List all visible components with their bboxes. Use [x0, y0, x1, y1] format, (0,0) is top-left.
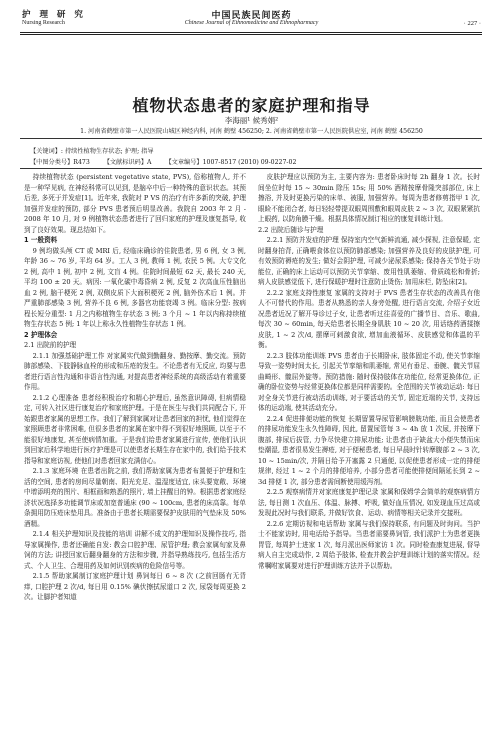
body-paragraph: 2.1.4 相关护理知识及技能的培训 讲解不成文的护理知识及操作技巧, 指导家属操作, 患者还确能自发: 教会口腔护理、尿管护理; 教会家属旬家及鼻饲的方法; 讲授回家后翻身翻身的方法和步骤, 并指导熟练技巧, 包括生活方式、个人卫生、合理用药及如何识别疾病的危险信号等。 [24, 530, 246, 570]
header-rule [20, 32, 482, 33]
clc-number: 【中图分类号】R473 [30, 159, 90, 166]
body-paragraph: 2.2.1 预防并发症的护理 保持室内空气新鲜流通, 减少探视, 注意保暖, 定时翻身拍背, 正确喂食体位以预防肺部感染; 加强营养及良好的皮肤护理, 可有效预防褥疮的发生; 做好会阴护理, 可减少泌尿系感染; 保持各关节处于功能位, 正确的床上运动可以预防关节挛缩、废用性肌萎缩、骨质疏松和骨折; 病人皮肤感觉低下, 进行保暖护理时注意防止烫伤; 加用床栏, 防坠床[2]。 [258, 236, 480, 286]
document-code: 【文献标识码】A [103, 159, 152, 166]
body-paragraph: 9 例均做头颅 CT 或 MRI 后, 经临床确诊的住院患者, 男 6 例, 女 3 例, 年龄 36 ~ 76 岁, 平均 64 岁。工人 3 例, 教师 1 例, 农民 5 例。大专文化 2 例, 高中 1 例, 初中 2 例, 文盲 4 例。住院时间最短 62 天, 最长 240 天, 平均 100 ± 20 天。病因: 一氧化碳中毒昏病 2 例, 反复 2 次高血压性脑出血 2 例, 脑干梗死 2 例, 双侧皮质下大面积梗死 2 例, 脑外伤术后 1 例。并严重肺部感染 3 例, 营养不良 6 例, 多器官功能衰竭 3 例。临床分型: 按病程长短分重型: 1 月之内称植物生存状态 3 例; 3 个月 ~ 1 年以内称持续植物生存状态 5 例; 1 年以上称永久性植物生存状态 1 例。 [24, 246, 246, 328]
article-affiliation: 1. 河南省鹤壁市第一人民医院山城区神经内科, 河南 鹤壁 456250; 2. 河南省鹤壁市第一人民医院供应室, 河南 鹤壁 456250 [80, 128, 423, 135]
section-heading: 2 护理体会 [24, 330, 58, 339]
journal-name: 中国民族民间医药 [211, 11, 292, 21]
body-column-right [258, 172, 480, 571]
journal-name-en: Chinese Journal of Ethnomedicine and Ethnopharmacy [184, 20, 319, 26]
body-paragraph: 2.1.1 加强基础护理工作 对家属实代做到勤翻身、勤按摩、勤交流。预防肺部感染、下肢静脉血栓的形成和压疮的发生。不论患者有无反应, 均要与患者进行语言性沟通和非语言性沟通, 对提高患者神经系统的高级活动有着重要作用。 [24, 351, 246, 391]
section-heading: 2.1 出院前的护理 [24, 341, 77, 349]
running-header [0, 8, 503, 32]
meta-rule-top [20, 138, 482, 139]
article-title: 植物状态患者的家庭护理和指导 [132, 96, 371, 115]
body-paragraph: 2.1.5 帮助家属制订家庭护理计划 鼻饲每日 6 ~ 8 次 (之前回肠有无背痒, 口腔护理 2 次/d, 每日用 0.15% 碘伏擦拭尿道口 2 次, 尿袋每周更换 2 次。让脚护者知道 [24, 572, 246, 601]
article-authors: 李海丽¹ 候秀娟² [224, 116, 279, 125]
section-heading: 2.2 出院后随诊与护理 [258, 225, 324, 234]
meta-rule-bottom [20, 168, 482, 169]
body-paragraph: 2.1.3 家庭环境 在患者出院之前, 我们帮助家属为患者布置便于护理和生活的空间, 患者的房间尽量朝南、阳光充足、温湿度适宜, 床头要宽敞、环境中增添明亮的图片、相框画和熟悉的照片, 墙上挂醒目的钟。根据患者家庭经济状况选择多功能调节床或加宽普通床 (90 ~ 100cm, 患者的床高靠。每单条拥用防压疮床垫用具。准备由于患者长期需要保护皮肤用的气垫床及 50% 酒精。 [24, 467, 246, 528]
header-rule-thin [20, 34, 482, 35]
section-heading: 1 一般资料 [24, 236, 58, 244]
body-paragraph: 2.1.2 心理准备 患者经积极治疗和精心护理后, 虽然意识障碍, 但病情稳定, 可转入社区进行康复治疗和家庭护理。于是在医生与我们共同配合下, 开始跟患者家属的思想工作。我们了解到家属对让患者回家的担忧, 他们觉得在家照顾患者非常困难, 但很多患者的家属在家中得不到很好地照顾, 以至于不能很好地康复, 甚至使病情加重。于是我们给患者家属进行宣传, 使他们认识到回家后科学地进行医疗护理是可以使患者长期生存在家中的, 我们给予技术指导和家庭访视, 使他们对患者回家充满信心。 [24, 393, 246, 465]
body-paragraph: 2.2.2 家庭支持性康复 家属的支持对于 PVS 患者生存状态的改善具有他人不可替代的作用。患者从熟悉的亲人身旁处醒, 进行语言交流, 介绍子女近况患者近况了解开导诊过子女, 让患者听过往喜爱的广播节目、音乐、歌曲, 每次 30 ~ 60min, 每天给患者长期全身肌肤 10 ~ 20 次, 用话络药酒揉擦皮肤, 1 ~ 2 次/d, 摆摩可刺激食欲, 增加血液循环、皮肤感觉和体温的平衡。 [258, 288, 480, 349]
body-paragraph: 2.2.5 观察病情并对家庭康复护理记录 家属和保姆学会简单的观察病情方法, 每日测 1 次血压、体温、脉搏、呼吸, 做好血压情况, 如发现血压过高或发现此况时与我们联系, 并做好饮食、运动、病情等相关记录并交接班。 [258, 488, 480, 517]
page-number: · 227 · [463, 20, 481, 27]
article-number: 【文章编号】1007-8517 (2010) 09-0227-02 [165, 159, 297, 166]
body-paragraph: 2.2.3 肢体功能训练 PVS 患者由于长期卧床, 肢体固定不动, 使关节挛缩导致一姿势时间太长, 引起关节挛缩和肌萎缩, 常见有垂足、垂腕、髋关节屈曲畸形、髋屈外旋等。预防措施: 随时保持肢体在功能位, 经常更换体位, 正确的卧位姿势与经常更换体位都是同样需要的。全范围的关节被动运动: 每日对全身关节进行被动活动训练, 对于要活动的关节, 固定近端的关节, 支持远体的运动端, 使其活动充分。 [258, 351, 480, 412]
classification-line [30, 157, 470, 166]
body-paragraph: 2.2.6 定期访视和电话帮助 家属与我们保持联系, 有问题及时询问。当护士不能家访时, 用电话给予指导。当患者需要鼻饲管, 我们派护士为患者更换胃管, 每周护士进家 1 次, 每月派出医师家访 1 次。同时检查康复进展, 督导病人自主完成动作, 2 周给予肢体, 检查并教会护理训练计划的落实情况。经常嘱咐家属要对进行护理训练方法并予以帮助。 [258, 519, 480, 570]
body-paragraph: 皮肤护理应以预防为主, 主要内容为: 患者卧床时每 2h 翻身 1 次。长时间坐位时每 15 ~ 30min 除压 15s; 用 50% 酒精按摩骨隆突部部位, 床上擦浴, 并及时更换污染的床单、被服, 加强营养。每周为患者修剪指甲 1 次, 眼睑不能闭合者, 每日轻轻带提双眼周围敷和眼周皮肤 2 ~ 3 次, 双眼紧紧抗上眼药, 以防角膜干燥。根据具体情况制订相应的康复训练计划。 [258, 173, 480, 223]
body-column-left [24, 172, 246, 603]
body-paragraph: 持续植物状态 (persistent vegetative state, PVS), 俗称植物人, 并不是一种罕见病, 在神经科常可以见到, 是脑卒中后一种特殊的意识状态。其预后差, 多死于并发症[1]。近年来, 我院对 P VS 的治疗有许多新的突破, 护理加强并发症的预防, 部分 PVS 患者预后明显改善。我院自 2003 年 2 月 - 2008 年 10 月, 对 9 例植物状态患者进行了回归家庭的护理及康复指导, 收到了良好效果。现总结如下。 [24, 173, 246, 234]
body-paragraph: 2.2.4 促进排便功能的恢复 长期留置导尿管影响膀胱功能, 而且会使患者的排尿功能发生永久性障碍, 因此, 留置尿管每 3 ~ 4h 放 1 次尿, 并按摩下腹部, 排尿后拔管, 力争尽快建立排尿功能; 让患者由于缺盆大小便失禁而床垫潮湿, 患者很易发生褥疮, 对于便秘患者, 每日早晨时针转摩腹部 2 ~ 3 次, 10 ~ 15min/次, 并隔日给予开塞露 2 只通便, 以促使患者形成一定的排便规律, 经过 1 ~ 2 个月的排便培养, 小部分患者可能使排便间隔延长到 2 ~ 3d 排便 1 次, 部分患者需间断使用缓泻剂。 [258, 414, 480, 486]
journal-section-label-en: Nursing Research [22, 20, 65, 26]
journal-section-label: 护 理 研 究 [22, 10, 86, 20]
keywords: 【关键词】: 持续性植物生存状态; 护理; 指导 [30, 148, 154, 155]
